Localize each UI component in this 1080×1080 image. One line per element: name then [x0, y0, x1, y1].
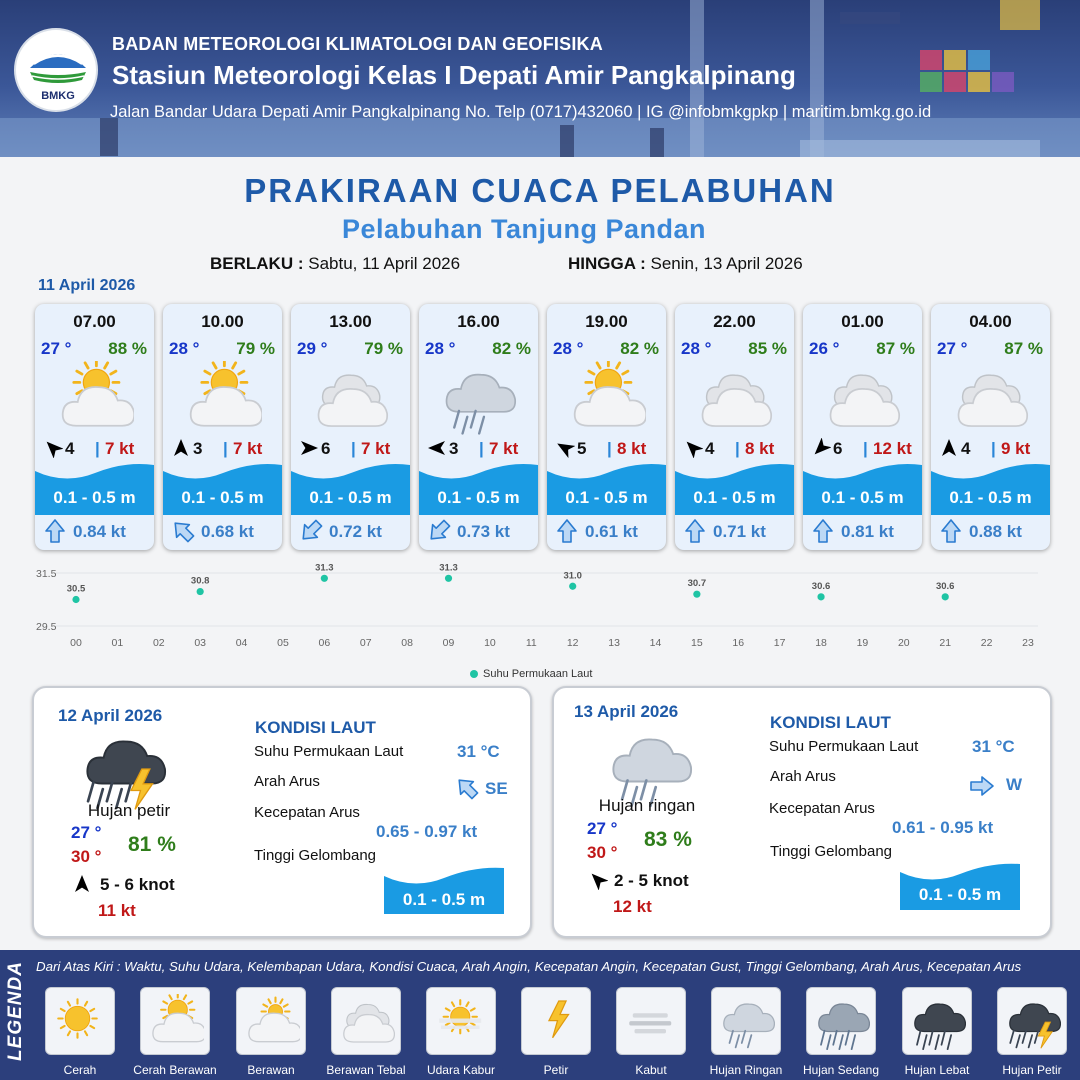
legend-item-label: Cerah Berawan: [133, 1063, 217, 1077]
sst-point: [197, 588, 204, 595]
legend-title: LEGENDA: [5, 961, 26, 1061]
card-gust: 7 kt: [489, 439, 519, 458]
x-tick-label: 12: [566, 637, 579, 649]
berawan-icon: [244, 994, 300, 1050]
wave-label: Tinggi Gelombang: [770, 843, 893, 860]
sst-data-label: 30.8: [190, 575, 210, 587]
sst-point: [72, 596, 79, 603]
card-separator: |: [607, 439, 612, 458]
petir-icon: [529, 994, 585, 1050]
hujan-ringan-icon: [438, 361, 518, 437]
wave-value: 0.1 - 0.5 m: [402, 890, 486, 909]
valid-from-value: Sabtu, 11 April 2026: [308, 254, 461, 273]
hourly-card: [291, 304, 410, 550]
hourly-card: [547, 304, 666, 550]
hourly-card: [675, 304, 794, 550]
page-subtitle: Pelabuhan Tanjung Pandan: [341, 214, 707, 244]
y-tick-label: 31.5: [36, 568, 57, 580]
panel-date: 12 April 2026: [58, 706, 163, 725]
card-wave-height: 0.1 - 0.5 m: [53, 488, 136, 507]
y-tick-label: 29.5: [36, 621, 57, 633]
panel-temp-max: 30 °: [587, 843, 618, 862]
wind-direction-icon: [43, 438, 63, 458]
sst-data-label: 30.5: [66, 583, 86, 595]
hujan-petir-icon: [78, 726, 168, 812]
card-separator: |: [351, 439, 356, 458]
legend-item: [711, 987, 781, 1055]
card-temperature: 29 °: [297, 339, 328, 358]
sst-data-label: 30.6: [935, 580, 955, 592]
agency-name: BADAN METEOROLOGI KLIMATOLOGI DAN GEOFISIKA: [112, 34, 603, 54]
legend-item-label: Berawan: [247, 1063, 295, 1077]
card-wind-speed: 6: [321, 439, 331, 458]
sst-data-label: 30.7: [687, 578, 707, 590]
cerah-berawan-icon: [54, 361, 134, 437]
card-time: 13.00: [329, 312, 372, 331]
card-humidity: 79 %: [236, 339, 275, 358]
x-tick-label: 10: [484, 637, 496, 649]
panel-temp-max: 30 °: [71, 847, 102, 866]
x-tick-label: 18: [815, 637, 827, 649]
card-humidity: 88 %: [108, 339, 147, 358]
card-weather-icon: [438, 361, 518, 442]
station-name: Stasiun Meteorologi Kelas I Depati Amir Pangkalpinang: [112, 60, 796, 90]
current-direction-icon: [937, 517, 965, 545]
sst-point: [445, 575, 452, 582]
current-direction-icon: [681, 517, 709, 545]
current-direction-icon: [41, 517, 69, 545]
panel-date: 13 April 2026: [574, 702, 679, 721]
card-wave-height: 0.1 - 0.5 m: [309, 488, 392, 507]
card-wave-height: 0.1 - 0.5 m: [181, 488, 264, 507]
legend-item: [997, 987, 1067, 1055]
card-temperature: 26 °: [809, 339, 840, 358]
current-direction-icon: [453, 774, 481, 802]
card-wind-speed: 3: [193, 439, 203, 458]
legend-item-label: Hujan Sedang: [802, 1063, 880, 1077]
card-temperature: 27 °: [937, 339, 968, 358]
hujan-lebat-icon: [910, 994, 966, 1050]
sea-title: KONDISI LAUT: [770, 713, 891, 732]
berawan-tebal-icon: [950, 361, 1030, 437]
wind-direction-icon: [811, 438, 831, 458]
legend-item-label: Petir: [543, 1063, 569, 1077]
panel-condition: Hujan petir: [87, 801, 171, 820]
x-tick-label: 14: [649, 637, 662, 649]
current-speed-label: Kecepatan Arus: [254, 804, 360, 821]
hujan-sedang-icon: [814, 994, 870, 1050]
panel-temp-min: 27 °: [71, 823, 102, 842]
legend-item: [45, 987, 115, 1055]
card-gust: 7 kt: [361, 439, 391, 458]
legend-item: [140, 987, 210, 1055]
legend-item: [806, 987, 876, 1055]
hourly-card: [803, 304, 922, 550]
card-weather-icon: [310, 361, 390, 442]
header-banner: [0, 0, 1080, 157]
card-time: 01.00: [841, 312, 884, 331]
legend-item-label: Berawan Tebal: [326, 1063, 406, 1077]
legend: [0, 950, 1080, 1080]
x-tick-label: 01: [111, 637, 124, 649]
berawan-tebal-icon: [694, 361, 774, 437]
wind-direction-icon: [171, 438, 191, 458]
card-current-speed: 0.61 kt: [585, 522, 638, 541]
sst-data-label: 31.3: [439, 562, 458, 574]
legend-marker: [470, 670, 478, 678]
berawan-tebal-icon: [822, 361, 902, 437]
legend-item-label: Hujan Petir: [1002, 1063, 1062, 1077]
current-speed-label: Kecepatan Arus: [769, 800, 875, 817]
wave-value: 0.1 - 0.5 m: [918, 885, 1002, 904]
x-tick-label: 17: [773, 637, 786, 649]
card-humidity: 85 %: [748, 339, 787, 358]
sst-data-label: 30.6: [811, 580, 831, 592]
card-wind-speed: 5: [577, 439, 587, 458]
sst-point: [817, 593, 824, 600]
current-direction-icon: [297, 517, 325, 545]
legend-item: [521, 987, 591, 1055]
x-tick-label: 03: [194, 637, 207, 649]
wind-direction-icon: [683, 438, 703, 458]
x-tick-label: 11: [525, 637, 537, 649]
panel-condition: Hujan ringan: [598, 796, 696, 815]
legend-item-label: Udara Kabur: [426, 1063, 496, 1077]
legend-item: [426, 987, 496, 1055]
cerah-icon: [53, 994, 109, 1050]
card-humidity: 79 %: [364, 339, 403, 358]
hourly-card: [931, 304, 1050, 550]
x-tick-label: 23: [1022, 637, 1034, 649]
hourly-card: [419, 304, 538, 550]
legend-description: Dari Atas Kiri : Waktu, Suhu Udara, Kelembapan Udara, Kondisi Cuaca, Arah Angin, Kecepatan Angin, Kecepatan Gust, Tinggi Gelombang, Arah Arus, Kecepatan Arus: [36, 959, 1022, 974]
current-direction-icon: [169, 517, 197, 545]
sst-chart: [0, 560, 1080, 660]
bmkg-logo: [14, 28, 98, 112]
sst-chart-legend: [470, 668, 592, 680]
card-wave-height: 0.1 - 0.5 m: [821, 488, 904, 507]
sst-point: [321, 575, 328, 582]
x-tick-label: 04: [235, 637, 248, 649]
sst-data-label: 31.0: [563, 570, 582, 582]
card-humidity: 87 %: [1004, 339, 1043, 358]
hujan-ringan-icon: [719, 994, 775, 1050]
sst-value: 31 °C: [457, 742, 500, 761]
card-temperature: 28 °: [553, 339, 584, 358]
card-wind-speed: 4: [705, 439, 715, 458]
card-weather-icon: [182, 361, 262, 442]
wind-direction-icon: [427, 438, 447, 458]
cerah-berawan-icon: [182, 361, 262, 437]
sea-title: KONDISI LAUT: [255, 718, 376, 737]
card-temperature: 27 °: [41, 339, 72, 358]
card-temperature: 28 °: [169, 339, 200, 358]
card-wave-height: 0.1 - 0.5 m: [949, 488, 1032, 507]
hourly-card: [163, 304, 282, 550]
x-tick-label: 08: [401, 637, 413, 649]
card-time: 10.00: [201, 312, 244, 331]
x-tick-label: 05: [277, 637, 289, 649]
card-wave-height: 0.1 - 0.5 m: [437, 488, 520, 507]
card-humidity: 87 %: [876, 339, 915, 358]
card-weather-icon: [566, 361, 646, 442]
udara-kabur-icon: [434, 994, 490, 1050]
x-tick-label: 19: [856, 637, 869, 649]
card-wind-speed: 4: [65, 439, 75, 458]
x-tick-label: 15: [691, 637, 703, 649]
card-separator: |: [735, 439, 740, 458]
card-current-speed: 0.73 kt: [457, 522, 510, 541]
legend-item-label: Cerah: [63, 1063, 97, 1077]
x-tick-label: 07: [359, 637, 372, 649]
card-separator: |: [95, 439, 100, 458]
x-tick-label: 20: [897, 637, 910, 649]
card-humidity: 82 %: [620, 339, 659, 358]
sst-point: [693, 591, 700, 598]
sst-label: Suhu Permukaan Laut: [769, 738, 919, 755]
current-direction-icon: [968, 772, 996, 800]
card-gust: 7 kt: [105, 439, 135, 458]
card-humidity: 82 %: [492, 339, 531, 358]
valid-from-label: BERLAKU :: [210, 254, 304, 273]
panel-gust: 11 kt: [98, 901, 136, 920]
card-current-speed: 0.81 kt: [841, 522, 894, 541]
valid-to: [568, 254, 803, 274]
x-tick-label: 09: [442, 637, 455, 649]
legend-sidebar: [0, 950, 30, 1080]
card-separator: |: [223, 439, 228, 458]
legend-item: [616, 987, 686, 1055]
station-address: Jalan Bandar Udara Depati Amir Pangkalpinang No. Telp (0717)432060 | IG @infobmkgpkp | maritim.bmkg.go.id: [110, 103, 932, 121]
panel-day3: [552, 686, 1052, 938]
card-temperature: 28 °: [425, 339, 456, 358]
card-wind-speed: 3: [449, 439, 459, 458]
card-weather-icon: [694, 361, 774, 442]
legend-item-label: Hujan Ringan: [709, 1063, 783, 1077]
panel-wind: 2 - 5 knot: [614, 871, 689, 890]
sst-legend-label: Suhu Permukaan Laut: [483, 668, 593, 680]
valid-to-value: Senin, 13 April 2026: [650, 254, 803, 273]
current-direction-icon: [809, 517, 837, 545]
card-time: 07.00: [73, 312, 116, 331]
card-current-speed: 0.71 kt: [713, 522, 766, 541]
kabut-icon: [624, 994, 680, 1050]
berawan-tebal-icon: [339, 994, 395, 1050]
card-separator: |: [863, 439, 868, 458]
sst-value: 31 °C: [972, 737, 1015, 756]
card-gust: 12 kt: [873, 439, 912, 458]
current-direction-icon: [553, 517, 581, 545]
panel-humidity: 81 %: [128, 833, 176, 856]
x-tick-label: 02: [152, 637, 165, 649]
cerah-berawan-icon: [566, 361, 646, 437]
legend-item: [236, 987, 306, 1055]
card-current-speed: 0.68 kt: [201, 522, 254, 541]
x-tick-label: 16: [732, 637, 745, 649]
card-weather-icon: [822, 361, 902, 442]
card-wave-height: 0.1 - 0.5 m: [693, 488, 776, 507]
wind-direction-icon: [299, 438, 319, 458]
card-wind-speed: 6: [833, 439, 843, 458]
wave-label: Tinggi Gelombang: [254, 847, 377, 864]
sst-point: [942, 593, 949, 600]
current-dir-label: Arah Arus: [254, 773, 320, 790]
sst-point: [569, 583, 576, 590]
current-speed-value: 0.65 - 0.97 kt: [376, 822, 478, 841]
current-speed-value: 0.61 - 0.95 kt: [892, 818, 994, 837]
valid-to-label: HINGGA :: [568, 254, 646, 273]
card-separator: |: [991, 439, 996, 458]
current-dir-value: SE: [485, 779, 508, 798]
legend-item-label: Hujan Lebat: [904, 1063, 970, 1077]
berawan-tebal-icon: [310, 361, 390, 437]
panel-humidity: 83 %: [644, 828, 692, 851]
card-time: 16.00: [457, 312, 500, 331]
page-title: PRAKIRAAN CUACA PELABUHAN: [244, 172, 836, 209]
wind-direction-icon: [588, 870, 608, 890]
card-gust: 9 kt: [1001, 439, 1031, 458]
wind-direction-icon: [72, 874, 92, 894]
valid-from: [210, 254, 460, 274]
current-direction-icon: [425, 517, 453, 545]
card-time: 19.00: [585, 312, 628, 331]
card-temperature: 28 °: [681, 339, 712, 358]
x-tick-label: 13: [608, 637, 620, 649]
cerah-berawan-icon: [148, 994, 204, 1050]
hourly-card: [35, 304, 154, 550]
panel-wind: 5 - 6 knot: [100, 875, 175, 894]
logo-text: BMKG: [41, 90, 75, 102]
hujan-petir-icon: [1005, 994, 1061, 1050]
card-time: 22.00: [713, 312, 756, 331]
card-gust: 8 kt: [617, 439, 647, 458]
card-current-speed: 0.72 kt: [329, 522, 382, 541]
sst-data-label: 31.3: [315, 562, 334, 574]
wind-direction-icon: [939, 438, 959, 458]
card-gust: 7 kt: [233, 439, 263, 458]
x-tick-label: 21: [939, 637, 952, 649]
card-wave-height: 0.1 - 0.5 m: [565, 488, 648, 507]
x-tick-label: 22: [980, 637, 993, 649]
x-tick-label: 06: [318, 637, 331, 649]
x-tick-label: 00: [70, 637, 82, 649]
card-time: 04.00: [969, 312, 1012, 331]
day1-date: 11 April 2026: [38, 277, 136, 294]
panel-gust: 12 kt: [613, 897, 652, 916]
legend-item-label: Kabut: [635, 1063, 667, 1077]
legend-item: [331, 987, 401, 1055]
panel-temp-min: 27 °: [587, 819, 618, 838]
sst-label: Suhu Permukaan Laut: [254, 743, 404, 760]
card-weather-icon: [950, 361, 1030, 442]
card-wind-speed: 4: [961, 439, 971, 458]
current-dir-label: Arah Arus: [770, 768, 836, 785]
card-gust: 8 kt: [745, 439, 775, 458]
card-weather-icon: [54, 361, 134, 442]
panel-day2: [32, 686, 532, 938]
wind-direction-icon: [555, 438, 575, 458]
current-dir-value: W: [1006, 775, 1023, 794]
legend-item: [902, 987, 972, 1055]
card-separator: |: [479, 439, 484, 458]
card-current-speed: 0.84 kt: [73, 522, 126, 541]
card-current-speed: 0.88 kt: [969, 522, 1022, 541]
